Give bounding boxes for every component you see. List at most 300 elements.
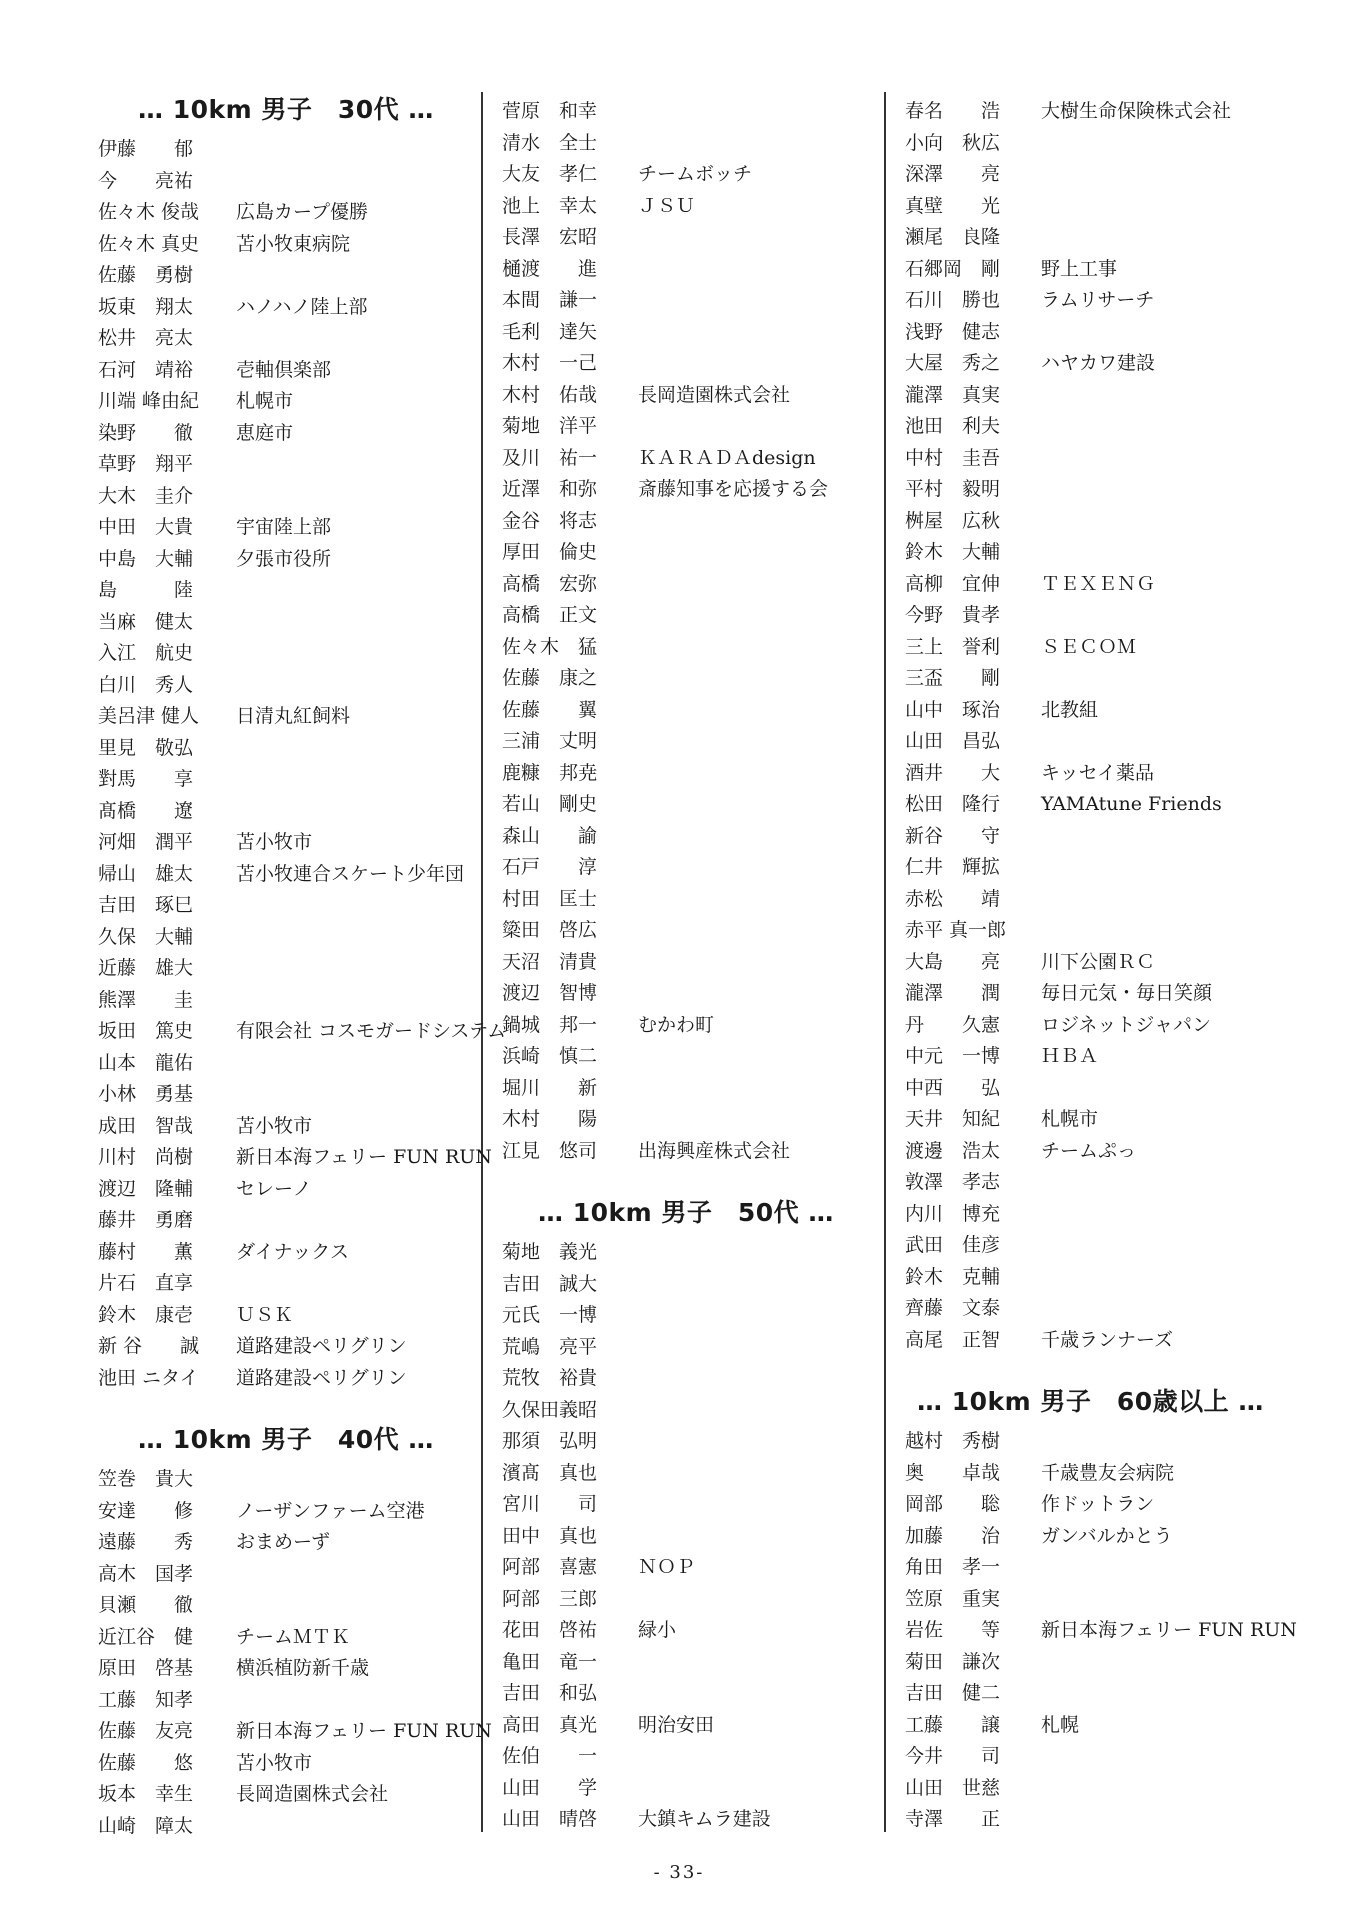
- runner-name: 宮川 司: [502, 1493, 598, 1515]
- runner-name: 高橋 正文: [502, 604, 598, 626]
- list-item: [905, 1458, 1285, 1490]
- runner-name: 高田 真光: [502, 1713, 598, 1736]
- runner-affiliation: 札幌: [1041, 1713, 1080, 1736]
- list-item: [502, 1710, 872, 1742]
- runner-name: 石戸 淳: [502, 856, 598, 878]
- runner-name: 近藤 雄大: [98, 957, 194, 979]
- runner-name: 高橋 宏弥: [502, 572, 598, 595]
- list-item: [502, 852, 872, 884]
- runner-affiliation: 大樹生命保険株式会社: [1041, 100, 1232, 122]
- list-item: [905, 1262, 1285, 1294]
- list-item: [98, 1174, 468, 1206]
- runner-name: 川村 尚樹: [98, 1146, 194, 1168]
- list-item: [905, 1773, 1285, 1805]
- runner-name: 石河 靖裕: [98, 358, 194, 381]
- runner-affiliation: ロジネットジャパン: [1041, 1013, 1212, 1036]
- runner-name: 毛利 達矢: [502, 320, 598, 343]
- runner-name: 春名 浩: [905, 100, 1001, 122]
- list-item: [905, 1647, 1285, 1679]
- list-item: [905, 569, 1285, 601]
- list-item: [98, 1048, 468, 1080]
- list-item: [98, 764, 468, 796]
- runner-name: 中田 大貴: [98, 516, 194, 538]
- runner-name: 花田 啓祐: [502, 1619, 598, 1641]
- runner-name: 大木 圭介: [98, 484, 194, 507]
- runner-name: 草野 翔平: [98, 453, 194, 475]
- list-item: [905, 348, 1285, 380]
- runner-name: 佐伯 一: [502, 1745, 598, 1767]
- list-item: [502, 663, 872, 695]
- list-item: [905, 1741, 1285, 1773]
- runner-name: 瀧澤 真実: [905, 383, 1001, 406]
- runner-name: 松田 隆行: [905, 793, 1001, 815]
- runner-name: 佐々木 俊哉: [98, 201, 200, 223]
- list-item: [98, 292, 468, 324]
- runner-name: 及川 祐一: [502, 446, 598, 469]
- page-number: - 33-: [653, 1862, 705, 1883]
- list-item: [98, 1716, 492, 1748]
- runner-name: 森山 諭: [502, 824, 598, 847]
- list-item: [905, 1552, 1285, 1584]
- list-item: [98, 1016, 507, 1048]
- list-item: [905, 254, 1285, 286]
- runner-name: 藤村 薫: [98, 1240, 194, 1263]
- runner-affiliation: ＨＢＡ: [1041, 1045, 1099, 1067]
- runner-name: 大屋 秀之: [905, 352, 1001, 374]
- runner-name: 成田 智哉: [98, 1114, 194, 1137]
- list-item: [98, 1685, 468, 1717]
- runner-affiliation: 苫小牧東病院: [236, 232, 351, 255]
- runner-affiliation: 緑小: [638, 1619, 677, 1641]
- runner-affiliation: 宇宙陸上部: [236, 516, 332, 538]
- runner-name: 渡辺 隆輔: [98, 1177, 194, 1200]
- list-item: [98, 449, 468, 481]
- runner-name: 清水 全士: [502, 131, 598, 154]
- runner-affiliation: 明治安田: [638, 1713, 715, 1736]
- runner-name: 鈴木 克輔: [905, 1265, 1001, 1288]
- runner-name: 佐藤 勇樹: [98, 264, 194, 286]
- runner-name: 桝屋 広秋: [905, 509, 1001, 532]
- runner-name: 齊藤 文泰: [905, 1297, 1001, 1319]
- runner-name: 坂本 幸生: [98, 1783, 194, 1805]
- runner-name: 工藤 譲: [905, 1713, 1001, 1736]
- runner-affiliation: チームＭＴＫ: [236, 1625, 351, 1648]
- runner-name: 熊澤 圭: [98, 988, 194, 1011]
- runner-name: 對馬 享: [98, 768, 194, 790]
- runner-name: 平村 毅明: [905, 478, 1001, 500]
- runner-affiliation: おまめーず: [236, 1531, 331, 1553]
- list-item: [98, 1111, 468, 1143]
- runner-name: 亀田 竜一: [502, 1650, 598, 1673]
- list-item: [502, 1678, 872, 1710]
- runner-name: 赤松 靖: [905, 887, 1001, 910]
- runner-name: 山崎 障太: [98, 1814, 194, 1837]
- runner-affiliation: 新日本海フェリー FUN RUN: [1041, 1619, 1297, 1641]
- list-item: [502, 191, 872, 223]
- list-item: [502, 915, 872, 947]
- runner-name: 木村 佑哉: [502, 383, 598, 406]
- runner-affiliation: キッセイ薬品: [1041, 761, 1155, 784]
- runner-name: 真壁 光: [905, 194, 1001, 217]
- runner-name: 那須 弘明: [502, 1430, 598, 1452]
- runner-affiliation: 千歳ランナーズ: [1041, 1328, 1174, 1351]
- list-item: [98, 953, 468, 985]
- runner-name: 岡部 聡: [905, 1493, 1001, 1515]
- list-item: [98, 1811, 468, 1843]
- list-item: [502, 1104, 872, 1136]
- runner-name: 髙橋 遼: [98, 799, 194, 822]
- runner-affiliation: 出海興産株式会社: [638, 1139, 791, 1162]
- runner-name: 簗田 啓広: [502, 919, 598, 941]
- runner-name: 吉田 和弘: [502, 1682, 598, 1704]
- runner-name: 笠原 重実: [905, 1587, 1001, 1610]
- runner-name: 赤平 真一郎: [905, 919, 1007, 941]
- runner-name: 高尾 正智: [905, 1328, 1001, 1351]
- list-item: [502, 128, 872, 160]
- runner-name: 天沼 清貴: [502, 950, 598, 973]
- list-item: [905, 1584, 1285, 1616]
- runner-name: 中村 圭吾: [905, 446, 1001, 469]
- runner-name: 角田 孝一: [905, 1556, 1001, 1578]
- runner-name: 小林 勇基: [98, 1083, 194, 1105]
- list-item: [905, 1104, 1285, 1136]
- runner-affiliation: 北教組: [1041, 698, 1099, 721]
- runner-name: 貝瀬 徹: [98, 1594, 194, 1616]
- list-item: [98, 166, 468, 198]
- runner-affiliation: ＴＥＸＥＮＧ: [1041, 572, 1156, 595]
- runner-name: 阿部 喜憲: [502, 1556, 598, 1578]
- runner-name: 山田 学: [502, 1776, 598, 1799]
- runner-name: 内川 博充: [905, 1202, 1001, 1225]
- runner-name: 石川 勝也: [905, 289, 1001, 311]
- list-item: [905, 978, 1285, 1010]
- runner-name: 坂田 篤史: [98, 1020, 194, 1042]
- list-item: [502, 159, 872, 191]
- list-item: [98, 1779, 468, 1811]
- list-item: [98, 197, 468, 229]
- list-item: [905, 1710, 1285, 1742]
- list-item: [98, 890, 468, 922]
- runner-name: 深澤 亮: [905, 163, 1001, 185]
- runner-name: 新谷 守: [905, 824, 1001, 847]
- list-item: [502, 285, 872, 317]
- list-item: [905, 1426, 1285, 1458]
- list-item: [98, 134, 468, 166]
- runner-name: 帰山 雄太: [98, 862, 194, 885]
- runner-name: 石郷岡 剛: [905, 257, 1001, 280]
- list-item: [905, 726, 1285, 758]
- runner-name: 鹿糠 邦尭: [502, 761, 598, 784]
- runner-affiliation: 苫小牧市: [236, 831, 313, 853]
- list-item: [98, 827, 468, 859]
- list-item: [98, 418, 468, 450]
- list-item: [98, 607, 468, 639]
- list-item: [905, 474, 1285, 506]
- runner-name: 三盃 剛: [905, 667, 1001, 689]
- runner-name: 敦澤 孝志: [905, 1171, 1001, 1193]
- list-item: [502, 1300, 872, 1332]
- section-heading: … 10km 男子 30代 …: [138, 95, 434, 124]
- list-item: [98, 1331, 468, 1363]
- list-item: [502, 1521, 872, 1553]
- list-item: [502, 411, 872, 443]
- list-item: [98, 733, 468, 765]
- list-item: [502, 506, 872, 538]
- runner-name: 鈴木 大輔: [905, 541, 1001, 563]
- runner-name: 菅原 和幸: [502, 100, 598, 122]
- runner-affiliation: ＮＯＰ: [638, 1556, 696, 1578]
- runner-name: 木村 一己: [502, 352, 598, 374]
- runner-name: 村田 匡士: [502, 887, 598, 910]
- runner-affiliation: 新日本海フェリー FUN RUN: [236, 1720, 492, 1742]
- runner-name: 島 陸: [98, 579, 194, 601]
- list-item: [98, 323, 468, 355]
- list-item: [98, 229, 468, 261]
- runner-name: 荒嶋 亮平: [502, 1335, 598, 1358]
- list-item: [905, 1325, 1285, 1357]
- runner-affiliation: 野上工事: [1041, 257, 1118, 280]
- list-item: [502, 1584, 872, 1616]
- list-item: [502, 1332, 872, 1364]
- list-item: [905, 1073, 1285, 1105]
- runner-affiliation: 川下公園ＲＣ: [1041, 950, 1156, 973]
- runner-affiliation: 有限会社 コスモガードシステム: [236, 1020, 507, 1042]
- list-item: [502, 1010, 872, 1042]
- list-item: [502, 380, 872, 412]
- list-item: [905, 1041, 1285, 1073]
- runner-name: 久保田義昭: [502, 1398, 598, 1421]
- list-item: [98, 701, 468, 733]
- runner-affiliation: ＫＡＲＡＤＡdesign: [638, 446, 816, 469]
- column-1: [98, 86, 507, 1842]
- list-item: [905, 1010, 1285, 1042]
- section-heading: … 10km 男子 60歳以上 …: [917, 1387, 1264, 1416]
- runner-affiliation: 作ドットラン: [1041, 1493, 1155, 1515]
- runner-name: 大友 孝仁: [502, 163, 598, 185]
- runner-affiliation: 毎日元気・毎日笑顔: [1041, 982, 1213, 1004]
- runner-affiliation: 長岡造園株式会社: [236, 1783, 389, 1805]
- runner-affiliation: ＪＳＵ: [638, 194, 696, 217]
- list-item: [905, 128, 1285, 160]
- list-item: [502, 348, 872, 380]
- list-item: [502, 1269, 872, 1301]
- runner-name: 鈴木 康壱: [98, 1303, 194, 1326]
- list-item: [905, 1293, 1285, 1325]
- runner-name: 白川 秀人: [98, 673, 194, 696]
- runner-name: 木村 陽: [502, 1108, 598, 1130]
- list-item: [98, 1205, 468, 1237]
- runner-name: 山中 琢治: [905, 698, 1001, 721]
- runner-name: 片石 直享: [98, 1272, 194, 1294]
- runner-name: 丹 久憲: [905, 1013, 1001, 1036]
- runner-name: 佐々木 真史: [98, 232, 200, 255]
- runner-affiliation: ガンバルかとう: [1041, 1524, 1173, 1547]
- list-item: [502, 569, 872, 601]
- runner-name: 入江 航史: [98, 642, 194, 664]
- list-item: [502, 1552, 872, 1584]
- list-item: [98, 1496, 468, 1528]
- list-item: [502, 474, 872, 506]
- runner-affiliation: 苫小牧市: [236, 1751, 313, 1774]
- list-item: [98, 575, 468, 607]
- list-item: [905, 443, 1285, 475]
- list-item: [905, 1489, 1285, 1521]
- list-item: [905, 1804, 1285, 1836]
- runner-affiliation: 日清丸紅飼料: [236, 705, 351, 727]
- runner-name: 当麻 健太: [98, 610, 194, 633]
- runner-affiliation: YAMAtune Friends: [1041, 793, 1222, 815]
- list-item: [905, 821, 1285, 853]
- list-item: [905, 758, 1285, 790]
- list-item: [905, 159, 1285, 191]
- list-item: [98, 512, 468, 544]
- list-item: [905, 191, 1285, 223]
- list-item: [98, 1559, 468, 1591]
- list-item: [905, 1521, 1285, 1553]
- runner-name: 里見 敬弘: [98, 736, 194, 759]
- runner-name: 河畑 潤平: [98, 831, 194, 853]
- list-item: [502, 758, 872, 790]
- runner-affiliation: チームボッチ: [638, 163, 753, 185]
- list-item: [502, 1741, 872, 1773]
- list-item: [98, 386, 468, 418]
- list-item: [502, 1773, 872, 1805]
- list-item: [502, 600, 872, 632]
- runner-name: 原田 啓基: [98, 1657, 194, 1679]
- list-item: [98, 260, 468, 292]
- list-item: [502, 978, 872, 1010]
- runner-name: 浅野 健志: [905, 320, 1001, 343]
- runner-name: 濱髙 真也: [502, 1461, 598, 1484]
- list-item: [502, 789, 872, 821]
- runner-name: 川端 峰由紀: [98, 390, 200, 412]
- list-item: [905, 537, 1285, 569]
- runner-affiliation: 横浜植防新千歳: [236, 1657, 370, 1679]
- list-item: [502, 1363, 872, 1395]
- runner-name: 酒井 大: [905, 761, 1001, 784]
- runner-name: 渡辺 智博: [502, 982, 598, 1004]
- runner-name: 田中 真也: [502, 1524, 598, 1547]
- runner-name: 大島 亮: [905, 950, 1001, 973]
- list-item: [98, 1590, 468, 1622]
- runner-affiliation: むかわ町: [638, 1013, 715, 1036]
- list-item: [905, 506, 1285, 538]
- runner-name: 江見 悠司: [502, 1139, 598, 1162]
- runner-name: 佐藤 友亮: [98, 1720, 194, 1742]
- runner-name: 今井 司: [905, 1745, 1001, 1767]
- runner-affiliation: セレーノ: [236, 1177, 312, 1200]
- runner-affiliation: 斎藤知事を応援する会: [638, 478, 829, 500]
- list-item: [98, 670, 468, 702]
- list-item: [98, 1464, 468, 1496]
- list-item: [502, 1615, 872, 1647]
- runner-name: 中元 一博: [905, 1045, 1001, 1067]
- list-item: [905, 285, 1285, 317]
- runner-name: 加藤 治: [905, 1524, 1001, 1547]
- list-item: [98, 985, 468, 1017]
- list-item: [502, 1458, 872, 1490]
- list-item: [98, 1300, 468, 1332]
- runner-name: 瀧澤 潤: [905, 982, 1001, 1004]
- list-item: [905, 1615, 1297, 1647]
- runner-name: 奥 卓哉: [905, 1461, 1001, 1484]
- list-item: [502, 884, 872, 916]
- list-item: [905, 1230, 1285, 1262]
- list-item: [98, 1079, 468, 1111]
- list-item: [905, 380, 1285, 412]
- runner-name: 樋渡 進: [502, 257, 598, 280]
- list-item: [98, 355, 468, 387]
- list-item: [905, 632, 1285, 664]
- runner-affiliation: 広島カープ優勝: [236, 201, 369, 223]
- runner-name: 美呂津 健人: [98, 705, 200, 727]
- list-item: [98, 1268, 468, 1300]
- list-item: [502, 1073, 872, 1105]
- runner-name: 吉田 琢巳: [98, 894, 194, 916]
- column-divider-left: [481, 92, 483, 1832]
- list-item: [502, 537, 872, 569]
- runner-name: 吉田 誠大: [502, 1272, 598, 1295]
- runner-name: 安達 修: [98, 1499, 194, 1522]
- runner-name: 中島 大輔: [98, 547, 194, 570]
- runner-affiliation: ＳＥＣＯＭ: [1041, 635, 1137, 658]
- list-item: [905, 1167, 1285, 1199]
- runner-name: 松井 亮太: [98, 327, 194, 349]
- runner-name: 伊藤 郁: [98, 138, 194, 160]
- list-item: [905, 600, 1285, 632]
- runner-affiliation: チームぷっ: [1041, 1139, 1137, 1162]
- runner-name: 山本 龍佑: [98, 1051, 194, 1074]
- list-item: [502, 1647, 872, 1679]
- section-heading: … 10km 男子 50代 …: [538, 1198, 834, 1227]
- runner-name: 堀川 新: [502, 1076, 598, 1099]
- runner-name: 渡邊 浩太: [905, 1139, 1001, 1162]
- runner-name: 菊地 義光: [502, 1241, 598, 1263]
- list-item: [98, 859, 468, 891]
- list-item: [502, 947, 872, 979]
- runner-name: 菊地 洋平: [502, 415, 598, 437]
- list-item: [98, 1527, 468, 1559]
- runner-affiliation: 大鎮キムラ建設: [638, 1808, 771, 1830]
- list-item: [98, 1748, 468, 1780]
- runner-name: 元氏 一博: [502, 1304, 598, 1326]
- runner-affiliation: 道路建設ペリグリン: [236, 1366, 407, 1389]
- runner-name: 高木 国孝: [98, 1562, 194, 1585]
- list-item: [905, 1678, 1285, 1710]
- runner-affiliation: ダイナックス: [236, 1240, 350, 1263]
- list-item: [502, 726, 872, 758]
- list-item: [502, 1489, 872, 1521]
- list-item: [502, 632, 872, 664]
- list-item: [905, 789, 1285, 821]
- list-item: [502, 443, 872, 475]
- list-item: [502, 96, 872, 128]
- list-item: [98, 1363, 468, 1395]
- runner-affiliation: 長岡造園株式会社: [638, 383, 791, 406]
- list-item: [905, 663, 1285, 695]
- runner-name: 小向 秋広: [905, 131, 1001, 154]
- list-item: [502, 254, 872, 286]
- runner-name: 佐藤 悠: [98, 1751, 194, 1774]
- runner-name: 瀬尾 良隆: [905, 226, 1001, 248]
- runner-name: 浜崎 慎二: [502, 1045, 598, 1067]
- column-divider-right: [884, 92, 886, 1832]
- list-item: [98, 544, 468, 576]
- list-item: [98, 1142, 492, 1174]
- runner-name: 吉田 健二: [905, 1682, 1001, 1704]
- list-item: [98, 796, 468, 828]
- runner-name: 笠巻 貴大: [98, 1468, 194, 1490]
